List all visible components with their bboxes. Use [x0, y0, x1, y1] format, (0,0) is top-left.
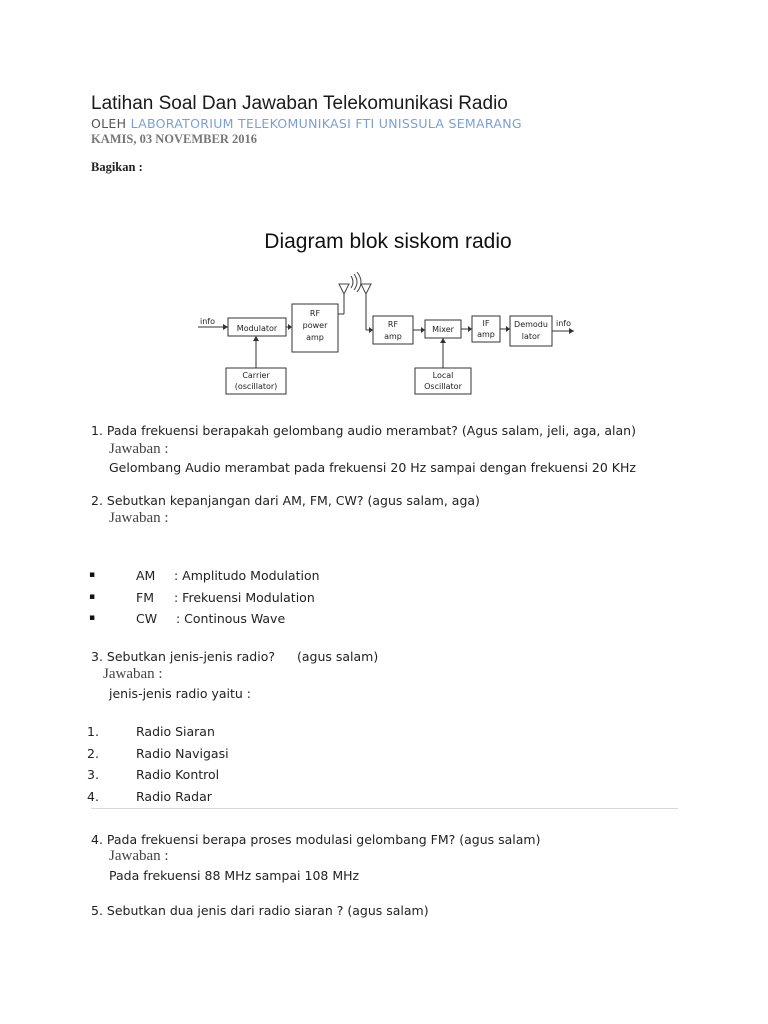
rf-power-label-2: power — [302, 321, 328, 330]
answer-3-intro: jenis-jenis radio yaitu : — [109, 686, 251, 701]
rf-power-label-3: amp — [306, 333, 324, 342]
mixer-label: Mixer — [432, 325, 454, 334]
local-label-2: Oscillator — [424, 382, 462, 391]
list-item-desc: : Amplitudo Modulation — [174, 568, 320, 583]
list-item: Radio Kontrol — [136, 767, 220, 782]
answer-label-4: Jawaban : — [109, 848, 169, 864]
block-diagram — [196, 218, 580, 402]
if-amp-label-1: IF — [482, 319, 490, 328]
info-out-label: info — [556, 319, 572, 328]
question-5: 5. Sebutkan dua jenis dari radio siaran ? (agus salam) — [91, 903, 429, 918]
modulator-label: Modulator — [236, 324, 278, 333]
answer-label-2: Jawaban : — [109, 510, 169, 526]
local-label-1: Local — [432, 371, 454, 380]
bullet-icon: ▪ — [89, 592, 96, 602]
diagram-title: Diagram blok siskom radio — [264, 230, 512, 253]
carrier-label-2: (oscillator) — [234, 382, 278, 391]
answer-1: Gelombang Audio merambat pada frekuensi 20 Hz sampai dengan frekuensi 20 KHz — [109, 460, 636, 475]
author-link[interactable]: LABORATORIUM TELEKOMUNIKASI FTI UNISSULA SEMARANG — [130, 116, 522, 131]
byline-prefix: OLEH — [91, 116, 127, 131]
list-item-abbr: FM — [136, 590, 154, 605]
question-3-author: (agus salam) — [296, 649, 379, 664]
question-1: 1. Pada frekuensi berapakah gelombang audio merambat? (Agus salam, jeli, aga, alan) — [91, 423, 636, 438]
rf-amp-label-2: amp — [384, 332, 402, 341]
if-amp-label-2: amp — [477, 330, 495, 339]
question-4: 4. Pada frekuensi berapa proses modulasi gelombang FM? (agus salam) — [91, 832, 541, 847]
list-item-number: 2. — [87, 746, 99, 761]
demod-label-1: Demodu — [514, 320, 548, 329]
post-date: KAMIS, 03 NOVEMBER 2016 — [91, 132, 257, 146]
bullet-icon: ▪ — [89, 613, 96, 623]
answer-label-3: Jawaban : — [103, 666, 163, 682]
answer-label-1: Jawaban : — [109, 441, 169, 457]
antenna-icon — [339, 272, 371, 294]
question-2: 2. Sebutkan kepanjangan dari AM, FM, CW? (agus salam, aga) — [91, 493, 480, 508]
bullet-icon: ▪ — [89, 570, 96, 580]
question-3-text: 3. Sebutkan jenis-jenis radio? — [91, 649, 275, 664]
divider — [91, 808, 678, 809]
info-in-label: info — [200, 317, 216, 326]
list-item-number: 3. — [87, 767, 99, 782]
list-item-desc: : Continous Wave — [176, 611, 286, 626]
question-3 — [91, 649, 378, 664]
rf-amp-label-1: RF — [387, 320, 399, 329]
carrier-label-1: Carrier — [242, 371, 270, 380]
list-item-number: 1. — [87, 724, 99, 739]
list-item: Radio Radar — [136, 789, 212, 804]
demod-label-2: lator — [521, 332, 541, 341]
list-item-abbr: AM — [136, 568, 156, 583]
list-item: Radio Siaran — [136, 724, 215, 739]
list-item: Radio Navigasi — [136, 746, 229, 761]
page-title: Latihan Soal Dan Jawaban Telekomunikasi Radio — [91, 93, 508, 114]
list-item-abbr: CW — [136, 611, 158, 626]
rf-power-label-1: RF — [309, 309, 321, 318]
answer-4: Pada frekuensi 88 MHz sampai 108 MHz — [109, 868, 360, 883]
byline — [91, 116, 522, 131]
share-label: Bagikan : — [91, 160, 143, 174]
list-item-number: 4. — [87, 789, 99, 804]
list-item-desc: : Frekuensi Modulation — [174, 590, 315, 605]
